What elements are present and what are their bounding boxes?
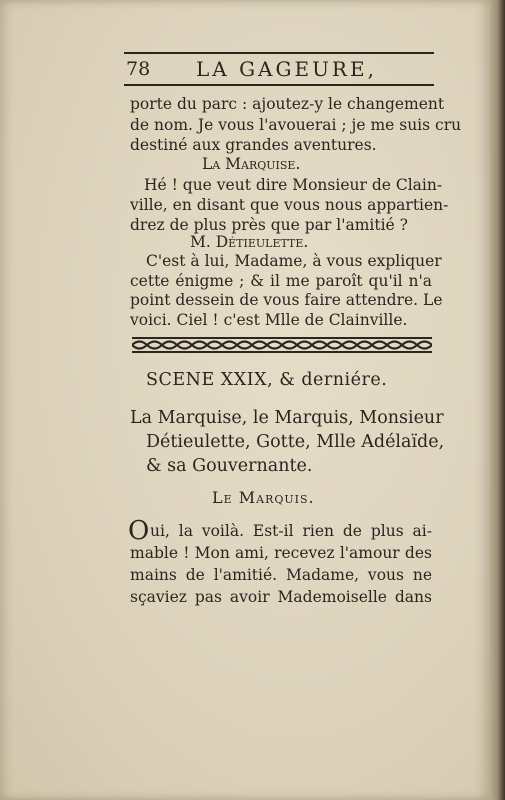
text-line: C'est à lui, Madame, à vous expliquer <box>146 252 442 270</box>
book-spine-edge <box>490 0 505 800</box>
cast-line: & sa Gouvernante. <box>146 456 313 476</box>
text-line: destiné aux grandes aventures. <box>130 136 377 154</box>
ornament-border <box>132 336 432 354</box>
text-line: mable ! Mon ami, recevez l'amour des <box>130 544 432 562</box>
text-line: voici. Ciel ! c'est Mlle de Clainville. <box>130 311 408 329</box>
drop-cap: O <box>128 516 150 546</box>
text-line: cette énigme ; & il me paroît qu'il n'a <box>130 272 432 290</box>
text-line: Hé ! que veut dire Monsieur de Clain- <box>144 176 443 194</box>
text-line: point dessein de vous faire attendre. Le <box>130 291 443 309</box>
text-line: de nom. Je vous l'avouerai ; je me suis cru <box>130 116 462 134</box>
text-line: drez de plus près que par l'amitié ? <box>130 216 408 234</box>
text-line: porte du parc : ajoutez-y le changement <box>130 95 445 113</box>
running-title: LA GAGEURE, <box>196 57 377 81</box>
page-number: 78 <box>126 58 151 80</box>
text-line: ville, en disant que vous nous appartien- <box>130 196 449 214</box>
header-bottom-rule <box>124 84 434 86</box>
cast-line: Détieulette, Gotte, Mlle Adélaïde, <box>146 432 445 452</box>
text-line: ui, la voilà. Est-il rien de plus ai- <box>150 522 432 540</box>
text-line: sçaviez pas avoir Mademoiselle dans <box>130 588 432 606</box>
cast-line: La Marquise, le Marquis, Monsieur <box>130 408 444 428</box>
header-top-rule <box>124 52 434 54</box>
speaker-marquise: La Marquise. <box>202 155 301 173</box>
text-line: mains de l'amitié. Madame, vous ne <box>130 566 432 584</box>
speaker-marquis: Le Marquis. <box>212 488 315 507</box>
scene-title: SCENE XXIX, & derniére. <box>146 370 388 390</box>
speaker-detieulette: M. Détieulette. <box>190 233 309 251</box>
